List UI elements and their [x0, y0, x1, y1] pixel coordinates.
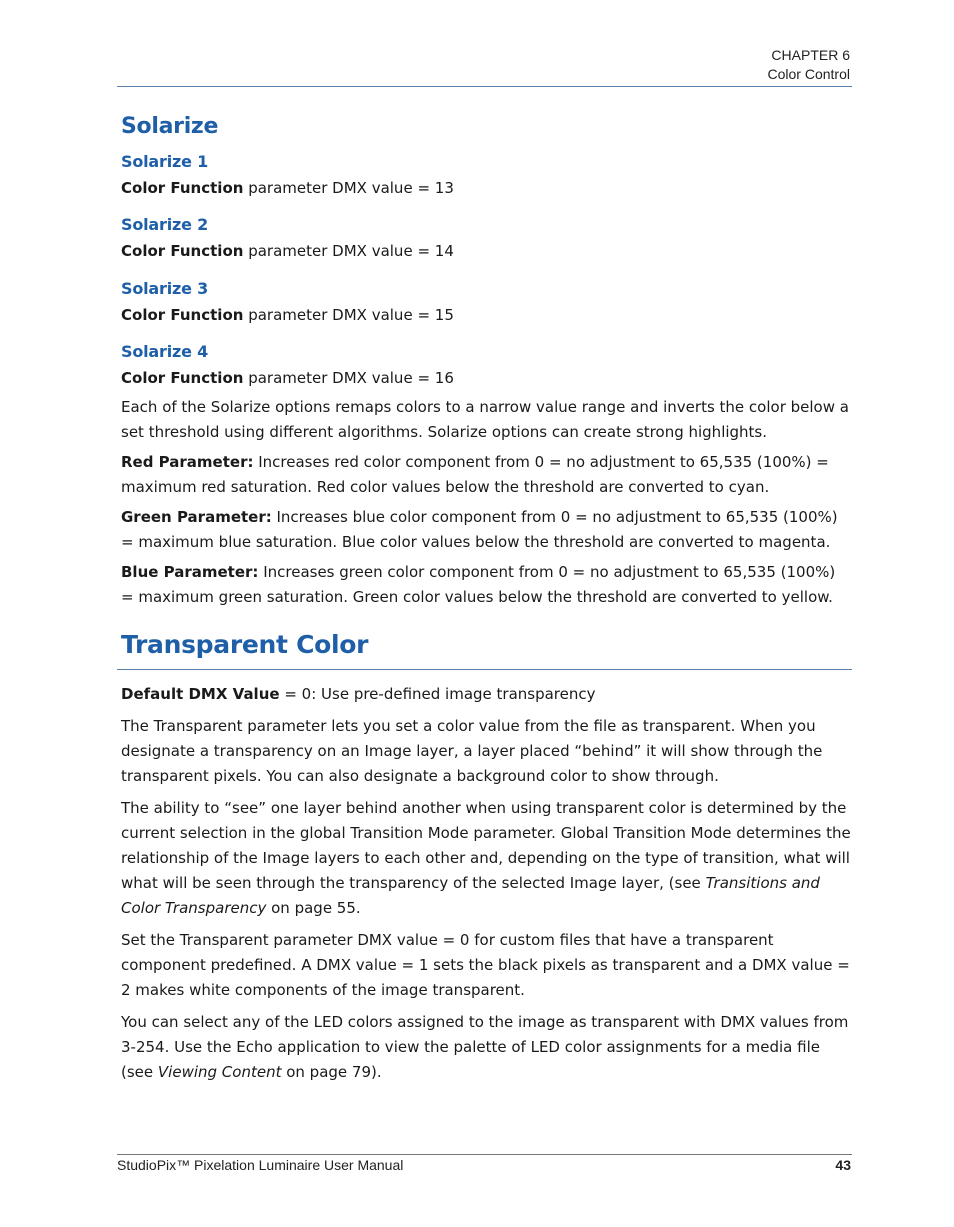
transparent-section-divider — [117, 669, 852, 670]
solarize-2-value: Color Function parameter DMX value = 14 — [121, 242, 454, 260]
solarize-2-heading: Solarize 2 — [121, 215, 209, 234]
footer-divider — [117, 1154, 852, 1155]
default-dmx-value: Default DMX Value = 0: Use pre-defined image transparency — [121, 685, 596, 703]
solarize-1-value: Color Function parameter DMX value = 13 — [121, 179, 454, 197]
transparent-paragraph-4: You can select any of the LED colors assigned to the image as transparent with DMX values from 3-254. Use the Echo application to view the palette of LED color assignments for a media file (see Viewing Content on page 79). — [121, 1013, 849, 1081]
page-number: 43 — [835, 1157, 851, 1173]
page-content — [121, 110, 851, 1085]
solarize-4-value: Color Function parameter DMX value = 16 — [121, 369, 454, 387]
chapter-label: CHAPTER 6 — [771, 47, 850, 63]
page-header — [768, 46, 850, 84]
transparent-paragraph-3: Set the Transparent parameter DMX value = 0 for custom files that have a transparent component predefined. A DMX value = 1 sets the black pixels as transparent and a DMX value = 2 makes white components of the image transparent. — [121, 931, 850, 999]
red-parameter-paragraph: Red Parameter: Increases red color component from 0 = no adjustment to 65,535 (100%) = maximum red saturation. Red color values below the threshold are converted to cyan. — [121, 453, 829, 496]
transparent-paragraph-1: The Transparent parameter lets you set a color value from the file as transparent. When you designate a transparency on an Image layer, a layer placed “behind” it will show through the transparent pixels. You can also designate a background color to show through. — [121, 717, 823, 785]
solarize-intro: Each of the Solarize options remaps colors to a narrow value range and inverts the color below a set threshold using different algorithms. Solarize options can create strong highlights. — [121, 398, 849, 441]
blue-parameter-paragraph: Blue Parameter: Increases green color component from 0 = no adjustment to 65,535 (100%) = maximum green saturation. Green color values below the threshold are converted to yellow. — [121, 563, 836, 606]
solarize-3-heading: Solarize 3 — [121, 279, 209, 298]
solarize-3-value: Color Function parameter DMX value = 15 — [121, 306, 454, 324]
solarize-4-heading: Solarize 4 — [121, 342, 209, 361]
transparent-color-heading: Transparent Color — [121, 630, 369, 659]
footer-manual-title: StudioPix™ Pixelation Luminaire User Manual — [117, 1157, 404, 1173]
solarize-heading: Solarize — [121, 114, 219, 139]
header-divider — [117, 86, 852, 87]
transparent-paragraph-2: The ability to “see” one layer behind another when using transparent color is determined by the current selection in the global Transition Mode parameter. Global Transition Mode determines the relationship of the Image layers to each other and, depending on the type of transition, what will what will be seen through the transparency of the selected Image layer, (see Transitions and Color Transparency on page 55. — [121, 799, 851, 917]
solarize-1-heading: Solarize 1 — [121, 152, 209, 171]
green-parameter-paragraph: Green Parameter: Increases blue color component from 0 = no adjustment to 65,535 (100%) = maximum blue saturation. Blue color values below the threshold are converted to magenta. — [121, 508, 838, 551]
chapter-section: Color Control — [767, 66, 850, 82]
